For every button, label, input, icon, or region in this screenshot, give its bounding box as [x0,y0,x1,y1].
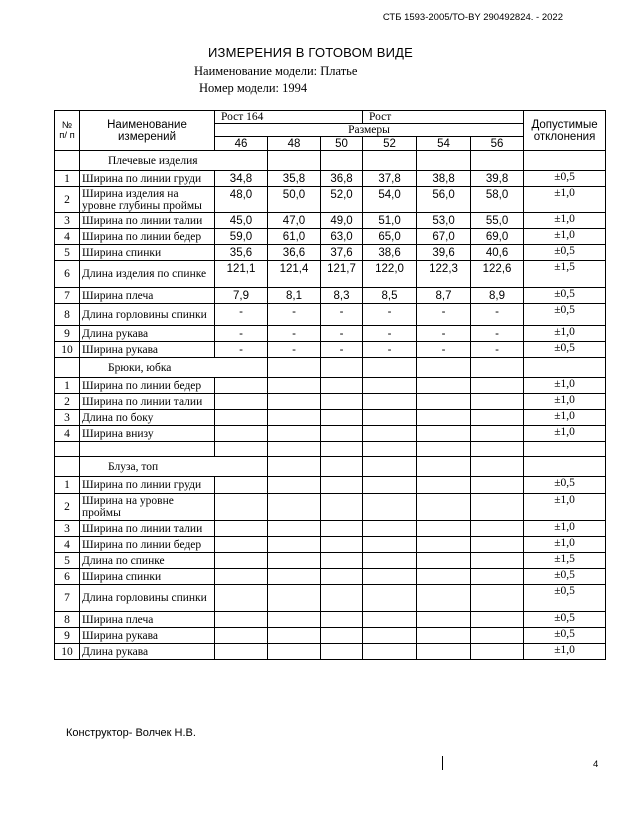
measurement-value [321,394,363,410]
row-number: 5 [55,245,80,261]
measurement-value: - [363,326,417,342]
measurement-value [417,521,471,537]
measurement-value: 121,1 [215,261,268,288]
tolerance-value: ±1,0 [524,644,606,660]
measurement-value [215,628,268,644]
row-number: 4 [55,229,80,245]
measurement-value [321,426,363,442]
measurement-value [471,410,524,426]
tolerance-value: ±0,5 [524,612,606,628]
measurement-value [471,521,524,537]
table-row [55,378,606,394]
measurement-value [215,612,268,628]
spacer-cell [471,442,524,457]
measurement-value: 65,0 [363,229,417,245]
measurement-value: 67,0 [417,229,471,245]
measurement-value [363,569,417,585]
table-row [55,569,606,585]
row-number: 3 [55,521,80,537]
measurement-value: 39,8 [471,171,524,187]
measurement-value [471,644,524,660]
measurement-name: Длина рукава [80,644,215,660]
tolerance-value: ±0,5 [524,304,606,326]
row-number: 7 [55,585,80,612]
section-empty-cell [321,358,363,378]
spacer-cell [524,442,606,457]
measurement-value [321,494,363,521]
measurement-value: 8,1 [268,288,321,304]
tolerance-value: ±1,0 [524,426,606,442]
measurement-value: 55,0 [471,213,524,229]
measurement-name: Ширина внизу [80,426,215,442]
section-empty-cell [417,358,471,378]
row-number: 4 [55,537,80,553]
table-row [55,342,606,358]
header-rost: Рост [363,111,524,124]
measurement-value: 52,0 [321,187,363,213]
measurement-value: 36,8 [321,171,363,187]
row-number: 1 [55,171,80,187]
measurement-value [417,628,471,644]
measurement-name: Ширина спинки [80,569,215,585]
table-row [55,304,606,326]
row-number: 2 [55,394,80,410]
measurement-value [363,394,417,410]
row-number: 10 [55,342,80,358]
measurement-value: 38,6 [363,245,417,261]
section-number-cell [55,457,80,477]
model-name: Наименование модели: Платье [194,64,358,78]
measurement-value [471,477,524,494]
measurement-value: 121,4 [268,261,321,288]
table-row [55,628,606,644]
section-title: Блуза, топ [80,457,268,477]
measurement-name: Ширина рукава [80,628,215,644]
measurement-value [471,426,524,442]
row-number: 7 [55,288,80,304]
measurement-value: 59,0 [215,229,268,245]
measurement-value: - [215,342,268,358]
measurement-name: Ширина изделия на уровне глубины проймы [80,187,215,213]
measurement-value: 122,0 [363,261,417,288]
size-header: 50 [321,137,363,151]
section-empty-cell [363,457,417,477]
table-row [55,426,606,442]
measurement-value [321,628,363,644]
model-number: Номер модели: 1994 [199,81,308,95]
measurement-name: Длина по боку [80,410,215,426]
measurement-value [363,585,417,612]
measurement-value: - [268,326,321,342]
header-tolerance: Допустимые отклонения [524,111,606,151]
measurement-value [321,553,363,569]
measurement-name: Ширина по линии груди [80,171,215,187]
measurement-name: Ширина плеча [80,612,215,628]
measurement-value: 122,3 [417,261,471,288]
section-number-cell [55,151,80,171]
spacer-cell [268,442,321,457]
measurement-value [268,410,321,426]
measurement-name: Ширина спинки [80,245,215,261]
spacer-cell [215,442,268,457]
section-title: Брюки, юбка [80,358,268,378]
page-number: 4 [593,759,599,770]
size-header: 54 [417,137,471,151]
table-row [55,261,606,288]
measurement-value: 37,6 [321,245,363,261]
measurement-name: Ширина на уровне проймы [80,494,215,521]
row-number: 1 [55,477,80,494]
measurement-value: - [417,326,471,342]
table-row [55,537,606,553]
measurement-value: 34,8 [215,171,268,187]
measurement-name: Ширина плеча [80,288,215,304]
measurement-name: Ширина рукава [80,342,215,358]
measurement-value [363,410,417,426]
measurement-value: 58,0 [471,187,524,213]
measurement-value: - [471,342,524,358]
table-row [55,229,606,245]
tolerance-value: ±1,0 [524,378,606,394]
tolerance-value: ±1,0 [524,410,606,426]
measurement-value: 45,0 [215,213,268,229]
section-empty-cell [363,151,417,171]
measurement-value: 122,6 [471,261,524,288]
measurement-value: - [363,304,417,326]
measurement-value: 39,6 [417,245,471,261]
row-number: 8 [55,304,80,326]
row-number: 10 [55,644,80,660]
measurement-value: 48,0 [215,187,268,213]
row-number: 3 [55,213,80,229]
measurement-value: 47,0 [268,213,321,229]
section-empty-cell [471,151,524,171]
size-header: 48 [268,137,321,151]
tolerance-value: ±1,5 [524,261,606,288]
row-number: 6 [55,569,80,585]
measurement-value [321,410,363,426]
measurement-value: - [321,342,363,358]
measurement-value: 37,8 [363,171,417,187]
measurement-value [215,569,268,585]
header-number: № п/ п [55,111,80,151]
spacer-cell [363,442,417,457]
section-empty-cell [268,151,321,171]
measurement-name: Ширина по линии талии [80,394,215,410]
tolerance-value: ±0,5 [524,585,606,612]
row-number: 2 [55,494,80,521]
table-row [55,394,606,410]
header-measure-name: Наименование измерений [80,111,215,151]
size-header: 52 [363,137,417,151]
measurement-value: - [215,304,268,326]
measurement-value: - [321,304,363,326]
measurement-value [215,477,268,494]
tolerance-value: ±0,5 [524,569,606,585]
measurement-value: - [363,342,417,358]
table-row [55,213,606,229]
spacer-cell [55,442,80,457]
size-header: 56 [471,137,524,151]
measurement-value [321,378,363,394]
measurement-value: 8,9 [471,288,524,304]
measurement-name: Ширина по линии груди [80,477,215,494]
table-row [55,187,606,213]
measurement-value [471,585,524,612]
measurement-value [268,628,321,644]
tolerance-value: ±1,0 [524,394,606,410]
measurement-value [268,612,321,628]
measurement-name: Длина горловины спинки [80,304,215,326]
tolerance-value: ±1,0 [524,494,606,521]
measurement-value [268,585,321,612]
spacer-cell [417,442,471,457]
measurement-value [417,410,471,426]
tolerance-value: ±1,0 [524,213,606,229]
row-number: 1 [55,378,80,394]
measurement-value [363,553,417,569]
measurement-name: Длина по спинке [80,553,215,569]
measurement-value: 61,0 [268,229,321,245]
measurement-value [215,521,268,537]
measurement-value [471,394,524,410]
table-row [55,494,606,521]
measurement-value: - [417,304,471,326]
measurement-value [417,378,471,394]
tolerance-value: ±1,0 [524,187,606,213]
measurement-value [321,521,363,537]
measurement-value [268,378,321,394]
measurement-value: 8,5 [363,288,417,304]
measurement-value [417,537,471,553]
row-number: 5 [55,553,80,569]
measurement-value [321,612,363,628]
row-number: 9 [55,628,80,644]
measurement-value: 35,6 [215,245,268,261]
header-rost-164: Рост 164 [215,111,363,124]
measurement-value [215,394,268,410]
section-empty-cell [524,151,606,171]
measurement-value: - [471,326,524,342]
measurement-value: 49,0 [321,213,363,229]
measurement-value [417,477,471,494]
section-number-cell [55,358,80,378]
section-empty-cell [471,358,524,378]
measurement-value [417,569,471,585]
section-empty-cell [417,457,471,477]
spacer-cell [80,442,215,457]
measurement-value [471,537,524,553]
tolerance-value: ±1,0 [524,326,606,342]
header-sizes: Размеры [215,124,524,137]
measurement-value [363,521,417,537]
size-header: 46 [215,137,268,151]
measurement-value: - [215,326,268,342]
section-empty-cell [524,358,606,378]
section-empty-cell [363,358,417,378]
measurement-value: 8,7 [417,288,471,304]
measurement-value: - [321,326,363,342]
tolerance-value: ±0,5 [524,477,606,494]
table-row [55,288,606,304]
measurement-value [471,569,524,585]
measurement-value [417,612,471,628]
measurement-value [268,537,321,553]
measurement-value: 54,0 [363,187,417,213]
measurement-value: 38,8 [417,171,471,187]
section-empty-cell [321,151,363,171]
measurement-value: - [417,342,471,358]
measurement-name: Длина изделия по спинке [80,261,215,288]
measurement-value [268,569,321,585]
measurement-name: Ширина по линии талии [80,521,215,537]
text-cursor [442,756,443,770]
table-row [55,477,606,494]
section-empty-cell [321,457,363,477]
measurement-value [417,553,471,569]
measurement-value: 69,0 [471,229,524,245]
measurement-name: Длина рукава [80,326,215,342]
measurement-value [268,394,321,410]
measurement-value [363,628,417,644]
measurement-value: 51,0 [363,213,417,229]
table-row [55,410,606,426]
tolerance-value: ±0,5 [524,171,606,187]
row-number: 6 [55,261,80,288]
tolerance-value: ±1,5 [524,553,606,569]
table-row [55,171,606,187]
measurement-name: Ширина по линии бедер [80,229,215,245]
measurement-value [363,477,417,494]
row-number: 8 [55,612,80,628]
measurement-value [268,553,321,569]
tolerance-value: ±1,0 [524,537,606,553]
spacer-cell [321,442,363,457]
document-code: СТБ 1593-2005/ТО-BY 290492824. - 2022 [382,12,563,23]
measurement-value [471,553,524,569]
table-row [55,326,606,342]
measurement-value [215,553,268,569]
measurement-value [363,494,417,521]
page-title: ИЗМЕРЕНИЯ В ГОТОВОМ ВИДЕ [207,45,414,60]
measurement-value [268,644,321,660]
measurement-value: - [268,342,321,358]
table-row [55,521,606,537]
section-empty-cell [417,151,471,171]
measurement-value: 7,9 [215,288,268,304]
measurement-value: - [268,304,321,326]
measurement-value: 50,0 [268,187,321,213]
measurement-value [417,394,471,410]
table-row [55,553,606,569]
measurement-value [321,569,363,585]
table-row [55,245,606,261]
measurement-value [363,426,417,442]
measurement-value [363,378,417,394]
tolerance-value: ±0,5 [524,342,606,358]
row-number: 4 [55,426,80,442]
measurement-value [417,585,471,612]
measurement-value [268,477,321,494]
measurement-value [268,521,321,537]
measurement-value [417,426,471,442]
measurement-value [417,644,471,660]
section-title: Плечевые изделия [80,151,268,171]
measurement-value [215,537,268,553]
measurement-value: - [471,304,524,326]
table-row [55,644,606,660]
measurements-table [54,110,606,660]
measurement-name: Ширина по линии бедер [80,537,215,553]
section-empty-cell [268,358,321,378]
measurement-value [321,644,363,660]
measurement-name: Ширина по линии бедер [80,378,215,394]
measurement-value [268,426,321,442]
tolerance-value: ±1,0 [524,521,606,537]
table-row [55,612,606,628]
measurement-value [215,644,268,660]
measurement-value: 53,0 [417,213,471,229]
measurement-value [417,494,471,521]
measurement-value [363,537,417,553]
constructor-signature: Конструктор- Волчек Н.В. [66,727,196,739]
measurement-value [321,585,363,612]
measurement-value [215,426,268,442]
tolerance-value: ±0,5 [524,628,606,644]
section-empty-cell [471,457,524,477]
table-row [55,585,606,612]
row-number: 3 [55,410,80,426]
measurement-value [471,378,524,394]
tolerance-value: ±1,0 [524,229,606,245]
measurement-value [215,410,268,426]
measurement-value [363,644,417,660]
measurement-value [215,585,268,612]
measurement-value: 35,8 [268,171,321,187]
measurement-value [471,494,524,521]
tolerance-value: ±0,5 [524,245,606,261]
measurement-value [215,494,268,521]
measurement-value [268,494,321,521]
row-number: 9 [55,326,80,342]
measurement-value: 121,7 [321,261,363,288]
measurement-value [363,612,417,628]
measurement-value [321,537,363,553]
measurement-value: 63,0 [321,229,363,245]
measurement-value: 8,3 [321,288,363,304]
row-number: 2 [55,187,80,213]
measurement-name: Длина горловины спинки [80,585,215,612]
measurement-value [471,612,524,628]
measurement-value: 36,6 [268,245,321,261]
measurement-value [215,378,268,394]
measurement-value [471,628,524,644]
measurement-name: Ширина по линии талии [80,213,215,229]
section-empty-cell [524,457,606,477]
section-empty-cell [268,457,321,477]
measurement-value: 40,6 [471,245,524,261]
measurement-value: 56,0 [417,187,471,213]
tolerance-value: ±0,5 [524,288,606,304]
measurement-value [321,477,363,494]
